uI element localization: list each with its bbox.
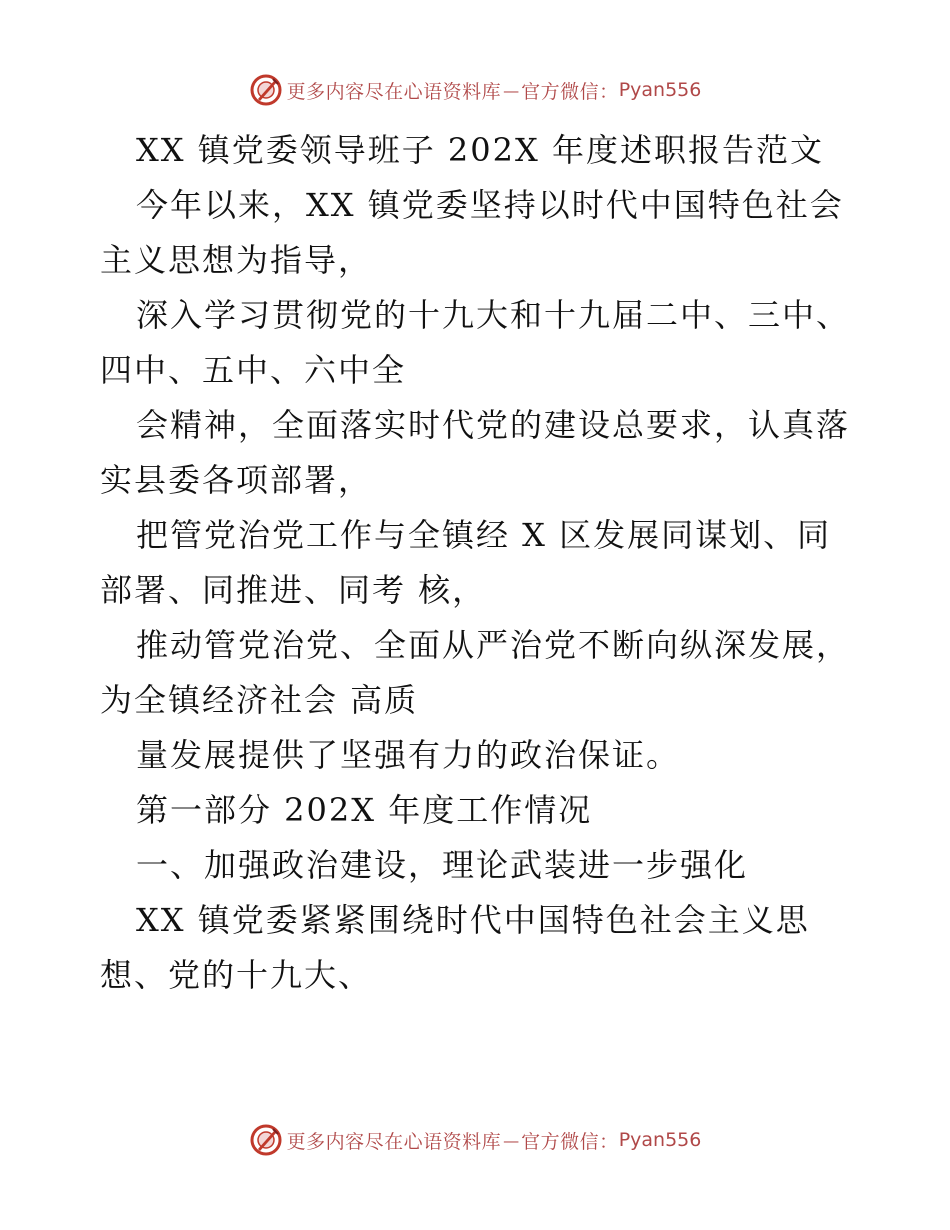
doc-line: 会精神，全面落实时代党的建设总要求，认真落 — [136, 406, 851, 444]
banner-site-text: 更多内容尽在心语资料库 — [286, 80, 502, 103]
banner-wechat-id: Pyan556 — [618, 79, 702, 101]
banner-wechat-label: 官方微信： — [521, 80, 619, 103]
doc-line: 部署、同推进、同考 核， — [100, 571, 487, 609]
banner-wechat-id: Pyan556 — [618, 1129, 702, 1151]
logo-icon — [249, 73, 283, 107]
doc-line: 四中、五中、六中全 — [100, 351, 407, 389]
banner-site-text: 更多内容尽在心语资料库 — [286, 1130, 502, 1153]
header-banner — [0, 70, 950, 110]
banner-separator: — — [503, 1130, 520, 1150]
doc-line: 想、党的十九大、 — [100, 956, 373, 994]
subsection-heading: 一、加强政治建设，理论武装进一步强化 — [136, 846, 749, 884]
section-heading: 第一部分 202X 年度工作情况 — [136, 791, 593, 829]
doc-title: XX 镇党委领导班子 202X 年度述职报告范文 — [136, 131, 824, 169]
banner-separator: — — [503, 80, 520, 100]
doc-line: XX 镇党委紧紧围绕时代中国特色社会主义思 — [136, 901, 810, 939]
doc-line: 深入学习贯彻党的十九大和十九届二中、三中、 — [136, 296, 851, 334]
doc-line: 主义思想为指导， — [100, 241, 373, 279]
doc-line: 量发展提供了坚强有力的政治保证。 — [136, 736, 681, 774]
doc-line: 实县委各项部署， — [100, 461, 373, 499]
doc-line: 今年以来，XX 镇党委坚持以时代中国特色社会 — [136, 186, 844, 224]
document-body — [100, 123, 860, 1003]
doc-line: 把管党治党工作与全镇经 X 区发展同谋划、同 — [136, 516, 832, 554]
doc-line: 推动管党治党、全面从严治党不断向纵深发展， — [136, 626, 851, 664]
logo-icon — [249, 1123, 283, 1157]
doc-line: 为全镇经济社会 高质 — [100, 681, 419, 719]
banner-wechat-label: 官方微信： — [521, 1130, 619, 1153]
footer-banner — [0, 1120, 950, 1160]
